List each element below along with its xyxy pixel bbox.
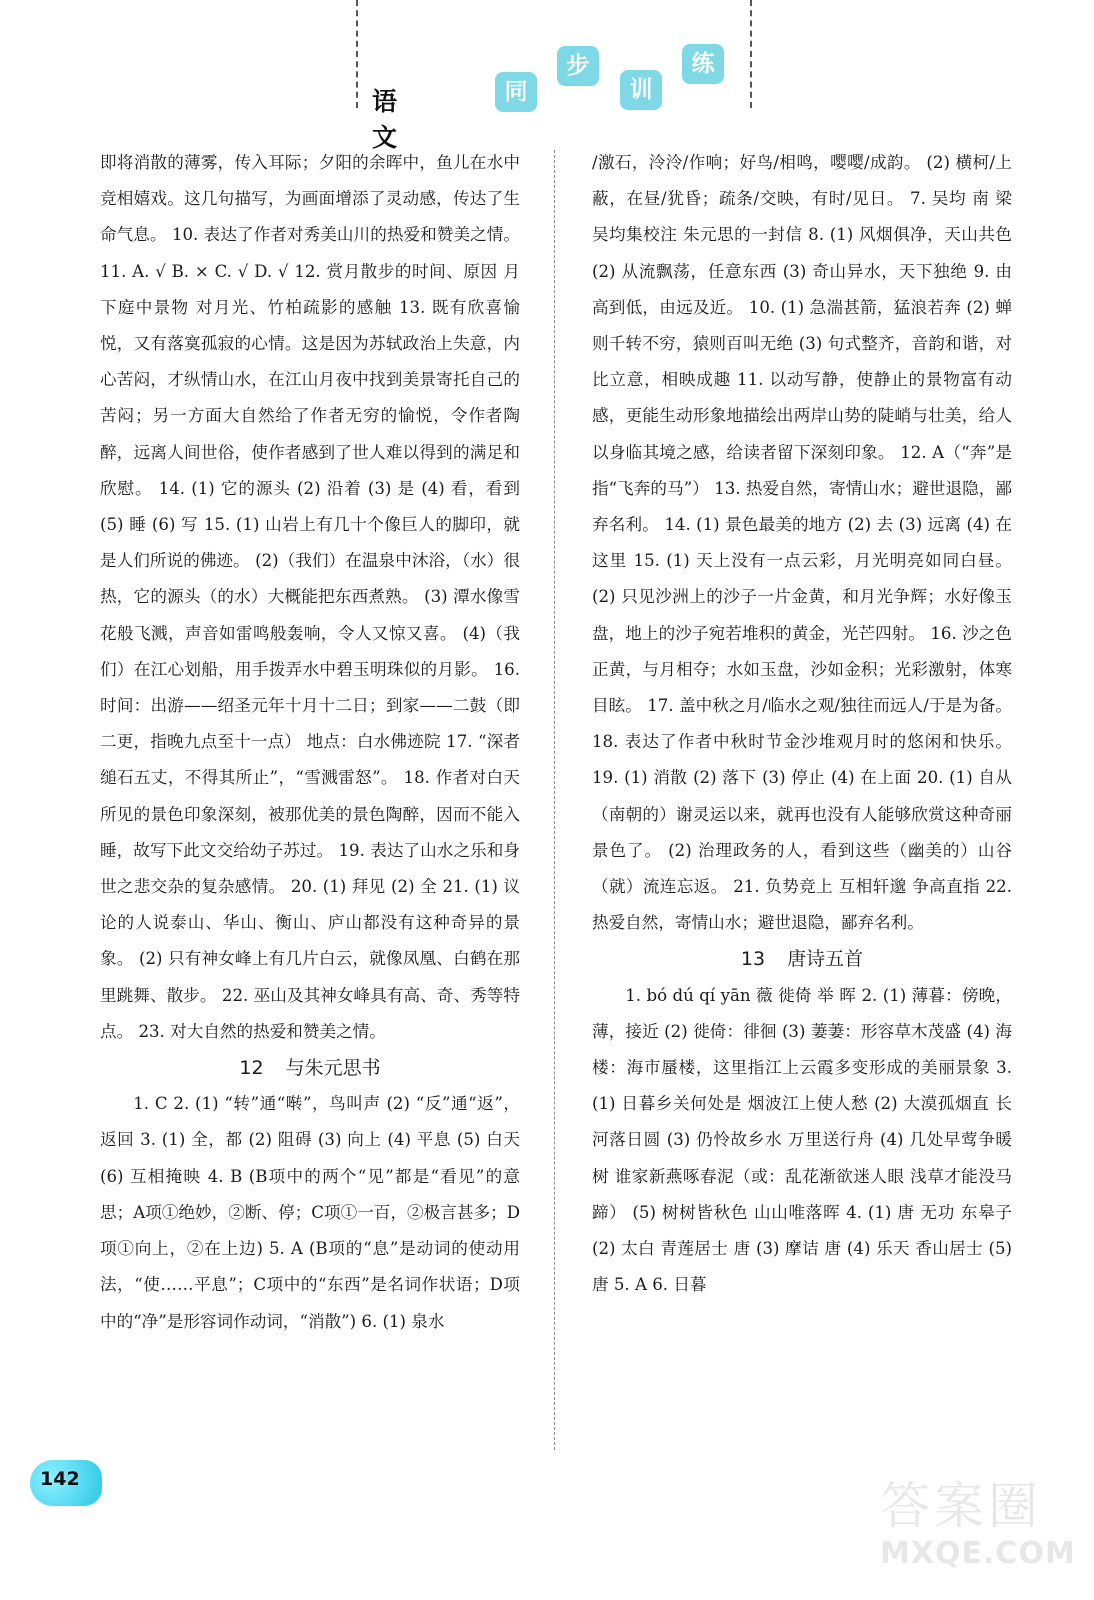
section-13-heading <box>592 941 1012 977</box>
right-column <box>592 145 1012 1304</box>
page-number: 142 <box>40 1468 80 1490</box>
watermark-url: MXQE.COM <box>880 1536 1076 1571</box>
section-12-heading <box>100 1050 520 1086</box>
left-answers-continued: 即将消散的薄雾，传入耳际；夕阳的余晖中，鱼儿在水中竞相嬉戏。这几句描写，为画面增添了灵动感，传达了生命气息。 10. 表达了作者对秀美山川的热爱和赞美之情。 11. A. √ B. × C. √ D. √ 12. 赏月散步的时间、原因 月下庭中景物 对月光、竹柏疏影的感触 13. 既有欣喜愉悦，又有落寞孤寂的心情。这是因为苏轼政治上失意，内心苦闷，才纵情山水，在江山月夜中找到美景寄托自己的苦闷；另一方面大自然给了作者无穷的愉悦，令作者陶醉，远离人间世俗，使作者感到了世人难以得到的满足和欣慰。 14. (1) 它的源头 (2) 沿着 (3) 是 (4) 看，看到 (5) 睡 (6) 写 15. (1) 山岩上有几十个像巨人的脚印，就是人们所说的佛迹。 (2)（我们）在温泉中沐浴，（水）很热，它的源头（的水）大概能把东西煮熟。 (3) 潭水像雪花般飞溅，声音如雷鸣般轰响，令人又惊又喜。 (4)（我们）在江心划船，用手拨弄水中碧玉明珠似的月影。 16. 时间：出游——绍圣元年十月十二日；到家——二鼓（即二更，指晚九点至十一点） 地点：白水佛迹院 17. “深者缒石五丈，不得其所止”，“雪溅雷怒”。 18. 作者对白天所见的景色印象深刻，被那优美的景色陶醉，因而不能入睡，故写下此文交给幼子苏过。 19. 表达了山水之乐和身世之悲交杂的复杂感情。 20. (1) 拜见 (2) 全 21. (1) 议论的人说泰山、华山、衡山、庐山都没有这种奇异的景象。 (2) 只有神女峰上有几片白云，就像凤凰、白鹤在那里跳舞、散步。 22. 巫山及其神女峰具有高、奇、秀等特点。 23. 对大自然的热爱和赞美之情。 <box>100 153 520 1041</box>
column-divider <box>554 150 555 1450</box>
section-12-number: 12 <box>239 1057 264 1080</box>
right-answers-continued: /激石，泠泠/作响；好鸟/相鸣，嘤嘤/成韵。 (2) 横柯/上蔽，在昼/犹昏；疏条/交映，有时/见日。 7. 吴均 南 梁 吴均集校注 朱元思的一封信 8. (1) 风烟俱净，天山共色 (2) 从流飘荡，任意东西 (3) 奇山异水，天下独绝 9. 由高到低，由远及近。 10. (1) 急湍甚箭，猛浪若奔 (2) 蝉则千转不穷，猿则百叫无绝 (3) 句式整齐，音韵和谐，对比立意，相映成趣 11. 以动写静，使静止的景物富有动感，更能生动形象地描绘出两岸山势的陡峭与壮美，给人以身临其境之感，给读者留下深刻印象。 12. A（“奔”是指“飞奔的马”） 13. 热爱自然，寄情山水；避世退隐，鄙弃名利。 14. (1) 景色最美的地方 (2) 去 (3) 远离 (4) 在这里 15. (1) 天上没有一点云彩，月光明亮如同白昼。 (2) 只见沙洲上的沙子一片金黄，和月光争辉；水好像玉盘，地上的沙子宛若堆积的黄金，光芒四射。 16. 沙之色正黄，与月相夺；水如玉盘，沙如金积；光彩激射，体寒目眩。 17. 盖中秋之月/临水之观/独往而远人/于是为备。 18. 表达了作者中秋时节金沙堆观月时的悠闲和快乐。 19. (1) 消散 (2) 落下 (3) 停止 (4) 在上面 20. (1) 自从（南朝的）谢灵运以来，就再也没有人能够欣赏这种奇丽景色了。 (2) 治理政务的人，看到这些（幽美的）山谷（就）流连忘返。 21. 负势竞上 互相轩邈 争高直指 22. 热爱自然，寄情山水；避世退隐，鄙弃名利。 <box>592 153 1012 933</box>
title-tile-1: 同 <box>495 72 537 112</box>
section-12-title: 与朱元思书 <box>285 1057 381 1080</box>
section-12-answers: 1. C 2. (1) “转”通“啭”，鸟叫声 (2) “反”通“返”，返回 3. (1) 全，都 (2) 阻碍 (3) 向上 (4) 平息 (5) 白天 (6) 互相掩映 4. B (B项中的两个“见”都是“看见”的意思；A项①绝妙，②断、停；C项①一百，②极言甚多；D项①向上，②在上边) 5. A (B项的“息”是动词的使动用法，“使……平息”；C项中的“东西”是名词作状语；D项中的“净”是形容词作动词，“消散”) 6. (1) 泉水 <box>100 1094 520 1331</box>
title-tile-3: 训 <box>620 70 662 110</box>
watermark <box>880 1476 1080 1586</box>
section-13-title: 唐诗五首 <box>787 948 864 971</box>
watermark-logo: 答案圈 <box>880 1477 1042 1535</box>
header-right-rule <box>750 0 752 108</box>
subject-label: 语文 <box>372 87 426 152</box>
page-header <box>0 0 1094 152</box>
section-13-number: 13 <box>740 948 766 971</box>
section-13-answers: 1. bó dú qí yān 薇 徙倚 举 晖 2. (1) 薄暮：傍晚，薄，接近 (2) 徙倚：徘徊 (3) 萋萋：形容草木茂盛 (4) 海楼：海市蜃楼，这里指江上云霞多变形成的美丽景象 3. (1) 日暮乡关何处是 烟波江上使人愁 (2) 大漠孤烟直 长河落日圆 (3) 仍怜故乡水 万里送行舟 (4) 几处早莺争暖树 谁家新燕啄春泥（或：乱花渐欲迷人眼 浅草才能没马蹄） (5) 树树皆秋色 山山唯落晖 4. (1) 唐 无功 东皋子 (2) 太白 青莲居士 唐 (3) 摩诘 唐 (4) 乐天 香山居士 (5) 唐 5. A 6. 日暮 <box>592 985 1012 1295</box>
left-column <box>100 145 520 1340</box>
header-left-rule <box>356 0 358 108</box>
title-tile-2: 步 <box>557 46 599 86</box>
title-tile-4: 练 <box>682 44 724 84</box>
